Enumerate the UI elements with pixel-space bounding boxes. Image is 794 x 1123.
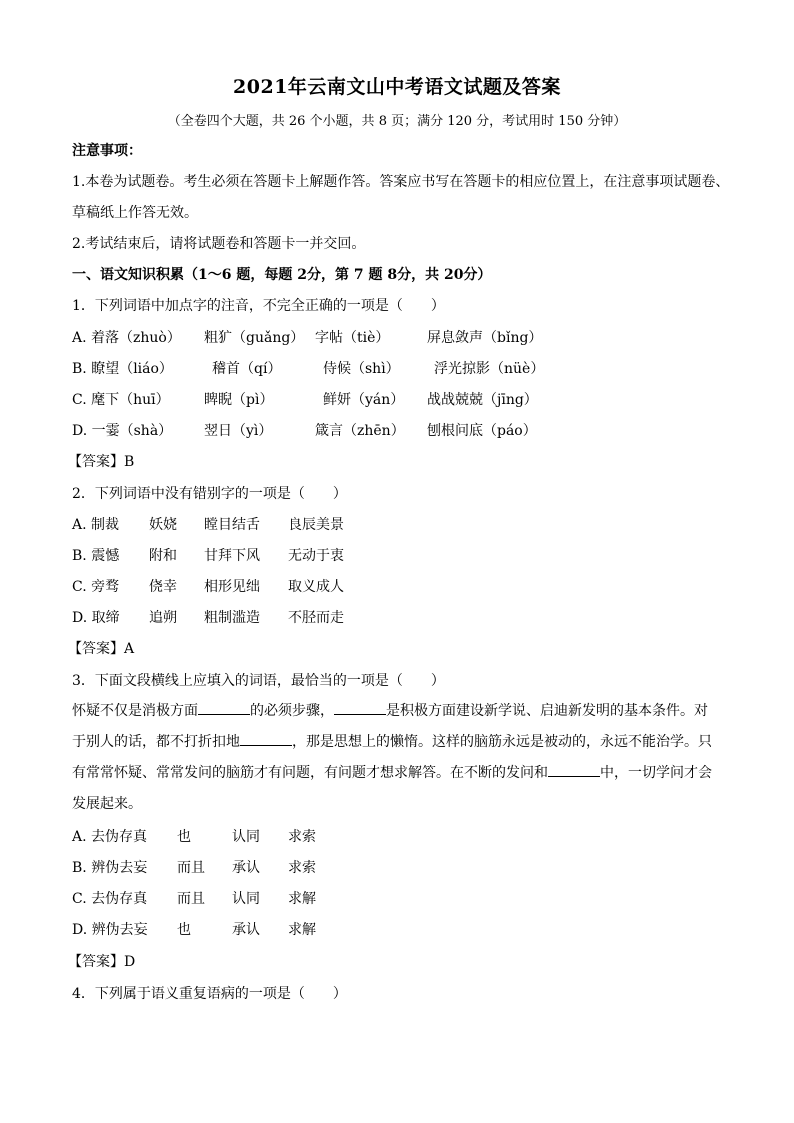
option-cell: 而且 [177, 891, 205, 907]
question-3-stem: 3．下面文段横线上应填入的词语，最恰当的一项是（ ） [72, 673, 445, 689]
option-cell: 粗制滥造 [204, 610, 260, 626]
question-1-option-c [72, 391, 732, 409]
option-cell: 求索 [288, 829, 316, 845]
option-cell: 粗犷（guǎng） [204, 330, 305, 346]
option-cell: 求解 [288, 891, 316, 907]
option-cell: 箴言（zhēn） [315, 423, 405, 439]
question-4-stem: 4．下列属于语义重复语病的一项是（ ） [72, 986, 347, 1002]
fill-blank [334, 701, 386, 715]
notice-item-1-line-1: 1.本卷为试题卷。考生必须在答题卡上解题作答。答案应书写在答题卡的相应位置上，在注意事项试题卷、 [72, 174, 730, 190]
option-cell: 不胫而走 [288, 610, 344, 626]
option-cell: 附和 [149, 548, 177, 564]
option-cell: 战战兢兢（jīng） [427, 392, 538, 408]
option-cell: 屏息敛声（bǐng） [427, 330, 543, 346]
option-cell: 字帖（tiè） [315, 330, 390, 346]
question-1-option-d [72, 422, 732, 440]
option-cell: 而且 [177, 860, 205, 876]
option-cell: 也 [177, 829, 191, 845]
option-cell: B. 瞭望（liáo） [72, 361, 173, 377]
option-cell: B. 震憾 [72, 548, 120, 564]
option-cell: C. 去伪存真 [72, 891, 148, 907]
option-cell: A. 着落（zhuò） [72, 330, 181, 346]
question-2-option-d [72, 609, 732, 627]
option-cell: 稽首（qí） [212, 361, 282, 377]
option-cell: C. 旁骛 [72, 579, 120, 595]
notice-item-1-line-2: 草稿纸上作答无效。 [72, 205, 198, 221]
option-cell: C. 麾下（huī） [72, 392, 170, 408]
option-cell: 睥睨（pì） [204, 392, 274, 408]
option-cell: 甘拜下风 [204, 548, 260, 564]
option-cell: D. 一霎（shà） [72, 423, 173, 439]
section-heading: 一、语文知识积累（1～6 题，每题 2分，第 7 题 8分，共 20分） [72, 267, 492, 283]
passage-line: 发展起来。 [72, 796, 142, 812]
passage-line: 有常常怀疑、常常发问的脑筋才有问题，有问题才想求解答。在不断的发问和 中，一切学问才会 [72, 765, 712, 781]
option-cell: D. 辨伪去妄 [72, 922, 148, 938]
question-1-option-a [72, 329, 732, 347]
question-3-option-a [72, 828, 732, 846]
question-3-passage [72, 696, 732, 820]
question-1-answer: 【答案】B [68, 454, 135, 470]
fill-blank [198, 701, 250, 715]
question-3-option-c [72, 890, 732, 908]
option-cell: 无动于衷 [288, 548, 344, 564]
option-cell: 瞠目结舌 [204, 517, 260, 533]
option-cell: 翌日（yì） [204, 423, 273, 439]
option-cell: A. 制裁 [72, 517, 120, 533]
question-2-option-b [72, 547, 732, 565]
question-3-answer: 【答案】D [68, 954, 136, 970]
passage-line: 于别人的话，都不打折扣地 ，那是思想上的懒惰。这样的脑筋永远是被动的，永远不能治学。只 [72, 734, 712, 750]
fill-blank [548, 763, 600, 777]
question-2-stem: 2．下列词语中没有错别字的一项是（ ） [72, 486, 347, 502]
option-cell: A. 去伪存真 [72, 829, 148, 845]
option-cell: 相形见绌 [204, 579, 260, 595]
fill-blank [240, 732, 292, 746]
option-cell: 承认 [232, 922, 260, 938]
question-3-option-b [72, 859, 732, 877]
option-cell: 鲜妍（yán） [323, 392, 405, 408]
option-cell: 追朔 [149, 610, 177, 626]
passage-line: 怀疑不仅是消极方面 的必须步骤， 是积极方面建设新学说、启迪新发明的基本条件。对 [72, 703, 708, 719]
option-cell: 浮光掠影（nüè） [434, 361, 545, 377]
option-cell: 求索 [288, 860, 316, 876]
option-cell: D. 取缔 [72, 610, 120, 626]
option-cell: 认同 [232, 891, 260, 907]
option-cell: 侍候（shì） [323, 361, 400, 377]
question-2-answer: 【答案】A [68, 641, 135, 657]
option-cell: 妖娆 [149, 517, 177, 533]
option-cell: 良辰美景 [288, 517, 344, 533]
option-cell: B. 辨伪去妄 [72, 860, 148, 876]
option-cell: 认同 [232, 829, 260, 845]
page-title: 2021年云南文山中考语文试题及答案 [233, 76, 561, 98]
option-cell: 承认 [232, 860, 260, 876]
page-subtitle: （全卷四个大题，共 26 个小题，共 8 页；满分 120 分，考试用时 150 分钟） [167, 114, 627, 129]
question-1-option-b [72, 360, 732, 378]
notice-heading: 注意事项： [72, 143, 142, 159]
question-1-stem: 1．下列词语中加点字的注音，不完全正确的一项是（ ） [72, 298, 445, 314]
question-2-option-c [72, 578, 732, 596]
option-cell: 刨根问底（páo） [427, 423, 537, 439]
option-cell: 侥幸 [149, 579, 177, 595]
option-cell: 求解 [288, 922, 316, 938]
option-cell: 也 [177, 922, 191, 938]
question-2-option-a [72, 516, 732, 534]
question-3-option-d [72, 921, 732, 939]
option-cell: 取义成人 [288, 579, 344, 595]
notice-item-2: 2.考试结束后，请将试题卷和答题卡一并交回。 [72, 236, 366, 252]
